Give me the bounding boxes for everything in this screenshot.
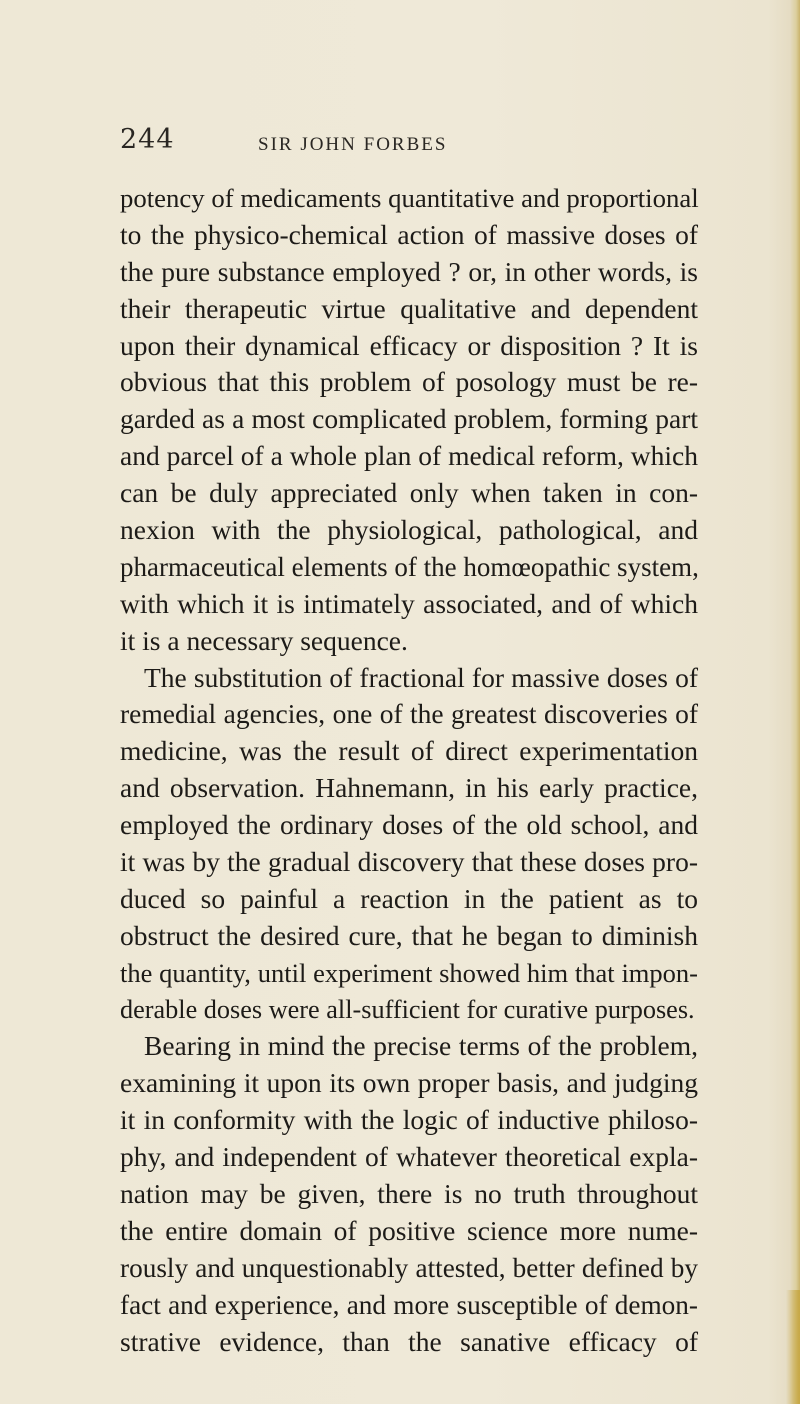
text-line: the pure substance employed ? or, in other words, is [120, 255, 698, 287]
text-line: obstruct the desired cure, that he began to diminish [120, 919, 698, 951]
text-line: with which it is intimately associated, and of which [120, 587, 698, 619]
text-line: the quantity, until experiment showed him that impon- [120, 957, 698, 988]
text-line: it in conformity with the logic of inductive philoso- [120, 1104, 698, 1136]
text-line: it is a necessary sequence. [120, 624, 408, 656]
text-line: employed the ordinary doses of the old school, and [120, 809, 698, 841]
text-line: it was by the gradual discovery that these doses pro- [120, 846, 698, 878]
body-text [120, 180, 698, 1361]
text-line: can be duly appreciated only when taken in con- [120, 477, 698, 509]
running-head: SIR JOHN FORBES [258, 134, 448, 155]
page-edge-shadow [790, 0, 800, 1404]
page-number: 244 [120, 124, 175, 155]
text-line: fact and experience, and more susceptible of demon- [120, 1289, 698, 1320]
text-line: garded as a most complicated problem, forming part [120, 403, 698, 435]
text-line: and parcel of a whole plan of medical reform, which [120, 440, 698, 472]
text-line: phy, and independent of whatever theoretical expla- [120, 1141, 698, 1173]
text-line: the entire domain of positive science more nume- [120, 1214, 698, 1246]
text-line: Bearing in mind the precise terms of the problem, [144, 1030, 698, 1062]
text-line: nation may be given, there is no truth throughout [120, 1178, 698, 1210]
page-edge-stain [786, 1290, 800, 1404]
text-line: upon their dynamical efficacy or disposition ? It is [120, 329, 698, 361]
text-line: The substitution of fractional for massive doses of [144, 661, 698, 693]
text-line: and observation. Hahnemann, in his early practice, [120, 772, 698, 804]
text-line: duced so painful a reaction in the patient as to [120, 882, 698, 914]
text-line: pharmaceutical elements of the homœopathic system, [120, 551, 699, 582]
text-line: obvious that this problem of posology must be re- [120, 366, 698, 398]
text-line: rously and unquestionably attested, better defined by [120, 1252, 698, 1283]
text-line: their therapeutic virtue qualitative and dependent [120, 292, 698, 324]
text-line: nexion with the physiological, pathological, and [120, 514, 698, 546]
text-line: derable doses were all-sufficient for curative purposes. [120, 994, 695, 1024]
text-line: remedial agencies, one of the greatest discoveries of [120, 698, 698, 730]
text-line: strative evidence, than the sanative efficacy of [120, 1325, 698, 1357]
text-line: to the physico-chemical action of massive doses of [120, 218, 698, 250]
text-line: examining it upon its own proper basis, and judging [120, 1067, 698, 1099]
text-line: potency of medicaments quantitative and proportional [120, 183, 699, 213]
text-line: medicine, was the result of direct experimentation [120, 735, 698, 767]
page-header [0, 124, 800, 164]
